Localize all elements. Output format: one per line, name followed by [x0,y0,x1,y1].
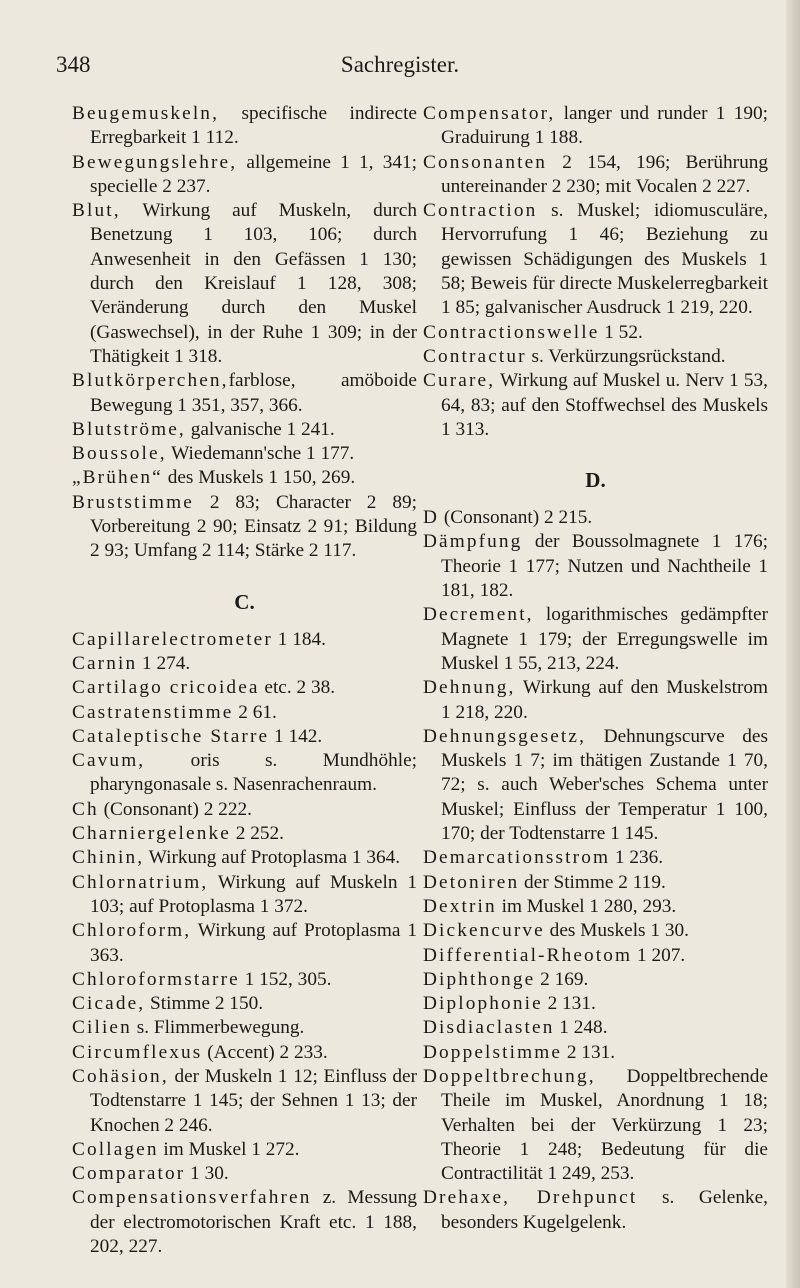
entry-keyword: Chinin, [72,847,145,869]
index-entry [423,919,768,943]
index-entry [423,992,768,1016]
entry-text: 1 248. [554,1017,608,1039]
entry-keyword: Beugemuskeln, [72,103,220,124]
entry-text: 1 274. [137,652,191,674]
entry-text: im Muskel 1 280, 293. [496,895,677,917]
entry-text: Wiedemann'sche 1 177. [166,443,355,465]
entry-text: 2 131. [542,993,596,1015]
index-entry [72,701,417,725]
index-entry [423,846,768,870]
index-entry [72,442,417,466]
index-entry [72,369,417,418]
entry-text: etc. 2 38. [259,677,336,699]
entry-keyword: Collagen [72,1138,159,1160]
entry-text: 1 207. [632,944,686,966]
index-entry [72,968,417,992]
page-title: Sachregister. [340,52,460,77]
entry-keyword: Contractur [423,345,527,367]
entry-keyword: Carnin [72,652,138,674]
entry-keyword: Cilien [72,1017,132,1039]
entry-keyword: Blutkörperchen, [72,370,229,392]
entry-text: 2 61. [233,701,277,723]
page-edge-shadow [786,0,800,1288]
entry-text: Stimme 2 150. [145,993,264,1015]
entry-keyword: Capillarelectrometer [72,628,273,650]
entry-keyword: Chloroform, [72,920,192,942]
entry-text: Wirkung auf den Muskelstrom 1 218, 220. [441,677,768,723]
entry-text: s. Gelenke, besonders Kugelgelenk. [441,1187,768,1233]
entry-text: logarithmisches gedämpfter Magnete 1 179; der Erregungswelle im Muskel 1 55, 213, 224. [441,604,768,674]
index-entry [423,369,768,442]
entry-keyword: Demarcationsstrom [423,847,611,869]
index-entry [423,968,768,992]
entry-text: 1 184. [272,628,326,650]
entry-text: im Muskel 1 272. [158,1138,300,1160]
entry-text: specifische indirecte Erregbarkeit 1 112. [90,103,417,149]
entry-keyword: Disdiaclasten [423,1017,555,1039]
entry-keyword: Cartilago cricoidea [72,677,260,699]
index-entry [423,1041,768,1065]
entry-keyword: Curare, [423,370,496,392]
entry-text: Doppeltbrechende Theile im Muskel, Anordnung 1 18; Verhalten bei der Verkürzung 1 23; Theorie 1 248; Bedeutung für die Contractilität 1 249, 253. [441,1065,768,1185]
index-entry [72,871,417,920]
index-entry [423,345,768,369]
index-entry [423,506,768,530]
index-entry [423,1016,768,1040]
entry-text: 2 83; Character 2 89; Vorbereitung 2 90; Einsatz 2 91; Bildung 2 93; Umfang 2 114; Stärke 2 117. [90,491,417,562]
entry-keyword: Consonanten [423,151,548,173]
index-entry [423,895,768,919]
index-entry [423,871,768,895]
entry-text: 1 30. [185,1163,229,1185]
entry-text: galvanische 1 241. [185,418,335,440]
entry-text: 2 131. [562,1041,616,1063]
entry-text: (Consonant) 2 222. [98,798,252,820]
entry-text: Wirkung auf Protoplasma 1 363. [90,920,417,966]
index-entry [423,199,768,320]
entry-text: Wirkung auf Muskel u. Nerv 1 53, 64, 83; auf den Stoffwechsel des Muskels 1 313. [441,370,768,440]
left-column [72,102,417,1259]
index-entry [72,199,417,369]
entry-text: farblose, amöboide Bewegung 1 351, 357, 366. [90,370,417,416]
index-entry [72,1186,417,1259]
entry-keyword: Circumflexus [72,1041,203,1063]
entry-text: (Accent) 2 233. [202,1041,328,1063]
entry-keyword: Chlornatrium, [72,871,209,893]
entry-keyword: Dickencurve [423,920,545,942]
index-entry [72,1162,417,1186]
index-entry [72,1016,417,1040]
entry-keyword: „Brühen“ [72,467,163,489]
index-entry [72,798,417,822]
entry-keyword: Contraction [423,200,538,222]
entry-keyword: Cohäsion, [72,1065,169,1087]
index-entry [423,321,768,345]
entry-keyword: Detoniren [423,871,520,893]
index-entry [423,151,768,200]
index-entry [72,749,417,798]
entry-keyword: Castratenstimme [72,701,234,723]
index-entry [72,1065,417,1138]
entry-keyword: Chloroformstarre [72,968,240,990]
entry-keyword: Blutströme, [72,418,186,440]
entry-text: Wirkung auf Protoplasma 1 364. [144,847,401,869]
right-column [423,102,768,1235]
entry-text: s. Muskel; idiomusculäre, Hervorrufung 1 46; Beziehung zu gewissen Schädigungen des Muskels 1 58; Beweis für directe Muskelerregbarkeit 1 85; galvanischer Ausdruck 1 219, 220. [441,200,768,319]
index-entry [72,1041,417,1065]
entry-keyword: Compensator, [423,103,556,124]
entry-text: der Stimme 2 119. [519,871,666,893]
entry-keyword: Bruststimme [72,491,194,513]
entry-keyword: Drehaxe, Drehpunct [423,1187,638,1209]
entry-keyword: Cicade, [72,993,146,1015]
entry-keyword: Decrement, [423,604,534,626]
entry-keyword: Comparator [72,1163,186,1185]
index-entry [423,1186,768,1235]
index-entry [72,676,417,700]
entry-keyword: Differential-Rheotom [423,944,633,966]
entry-text: Wirkung auf Muskeln, durch Benetzung 1 103, 106; durch Anwesenheit in den Gefässen 1 130; durch den Kreislauf 1 128, 308; Veränderung durch den Muskel (Gaswechsel), in der Ruhe 1 309; in der Thätigkeit 1 318. [90,200,417,367]
entry-text: langer und runder 1 190; Graduirung 1 188. [441,103,768,149]
entry-text: (Consonant) 2 215. [439,507,593,529]
entry-keyword: Contractionswelle [423,321,600,343]
entry-keyword: Charniergelenke [72,823,231,845]
entry-text: z. Messung der electromotorischen Kraft etc. 1 188, 202, 227. [90,1187,417,1258]
index-entry [72,919,417,968]
index-entry [423,725,768,846]
index-entry [72,846,417,870]
entry-text: allgemeine 1 1, 341; specielle 2 237. [90,151,417,197]
index-entry [423,1065,768,1186]
index-entry [72,1138,417,1162]
entry-text: der Muskeln 1 12; Einfluss der Todtenstarre 1 145; der Sehnen 1 13; der Knochen 2 246. [90,1065,417,1136]
page-header [0,52,800,86]
entry-text: oris s. Mundhöhle; pharyngonasale s. Nasenrachenraum. [90,750,417,796]
index-entry [72,628,417,652]
index-entry [72,491,417,564]
index-entry [72,102,417,151]
entry-text: 2 252. [230,823,284,845]
entry-keyword: Dämpfung [423,531,523,553]
index-entry [72,151,417,200]
index-entry [423,944,768,968]
section-letter: C. [234,589,255,614]
entry-keyword: Diplophonie [423,993,543,1015]
entry-text: 2 154, 196; Berührung untereinander 2 230; mit Vocalen 2 227. [441,151,768,197]
entry-text: des Muskels 1 30. [544,920,689,942]
index-entry [423,530,768,603]
section-letter: D. [585,468,606,493]
index-entry [72,418,417,442]
entry-text: 1 52. [599,321,643,343]
index-entry [423,102,768,151]
entry-text: Wirkung auf Muskeln 1 103; auf Protoplasma 1 372. [90,871,417,917]
entry-keyword: Ch [72,798,99,820]
entry-text: 1 142. [269,725,323,747]
entry-text: der Boussolmagnete 1 176; Theorie 1 177; Nutzen und Nachtheile 1 181, 182. [441,531,768,602]
entry-text: Dehnungscurve des Muskels 1 7; im thätigen Zustande 1 70, 72; s. auch Weber'sches Schema unter Muskel; Einfluss der Temperatur 1 100, 170; der Todtenstarre 1 145. [441,725,768,845]
entry-keyword: Boussole, [72,443,167,465]
index-entry [72,725,417,749]
index-entry [423,676,768,725]
entry-text: des Muskels 1 150, 269. [162,467,356,489]
index-entry [72,466,417,490]
entry-keyword: Dextrin [423,895,497,917]
page-number: 348 [56,52,91,77]
entry-text: 1 236. [610,847,664,869]
entry-keyword: Cavum, [72,750,146,772]
entry-keyword: Dehnung, [423,677,516,699]
index-entry [72,992,417,1016]
entry-keyword: Cataleptische Starre [72,725,270,747]
index-entry [72,822,417,846]
entry-keyword: Bewegungslehre, [72,151,238,173]
entry-text: s. Flimmerbewegung. [131,1017,305,1039]
entry-text: s. Verkürzungsrückstand. [526,345,726,367]
entry-keyword: D [423,507,440,529]
entry-text: 2 169. [535,968,589,990]
entry-keyword: Compensationsverfahren [72,1187,312,1209]
index-entry [72,652,417,676]
entry-keyword: Diphthonge [423,968,536,990]
entry-text: 1 152, 305. [239,968,332,990]
entry-keyword: Dehnungsgesetz, [423,725,587,747]
entry-keyword: Doppeltbrechung, [423,1065,596,1087]
index-entry [423,603,768,676]
entry-keyword: Blut, [72,200,121,222]
entry-keyword: Doppelstimme [423,1041,563,1063]
